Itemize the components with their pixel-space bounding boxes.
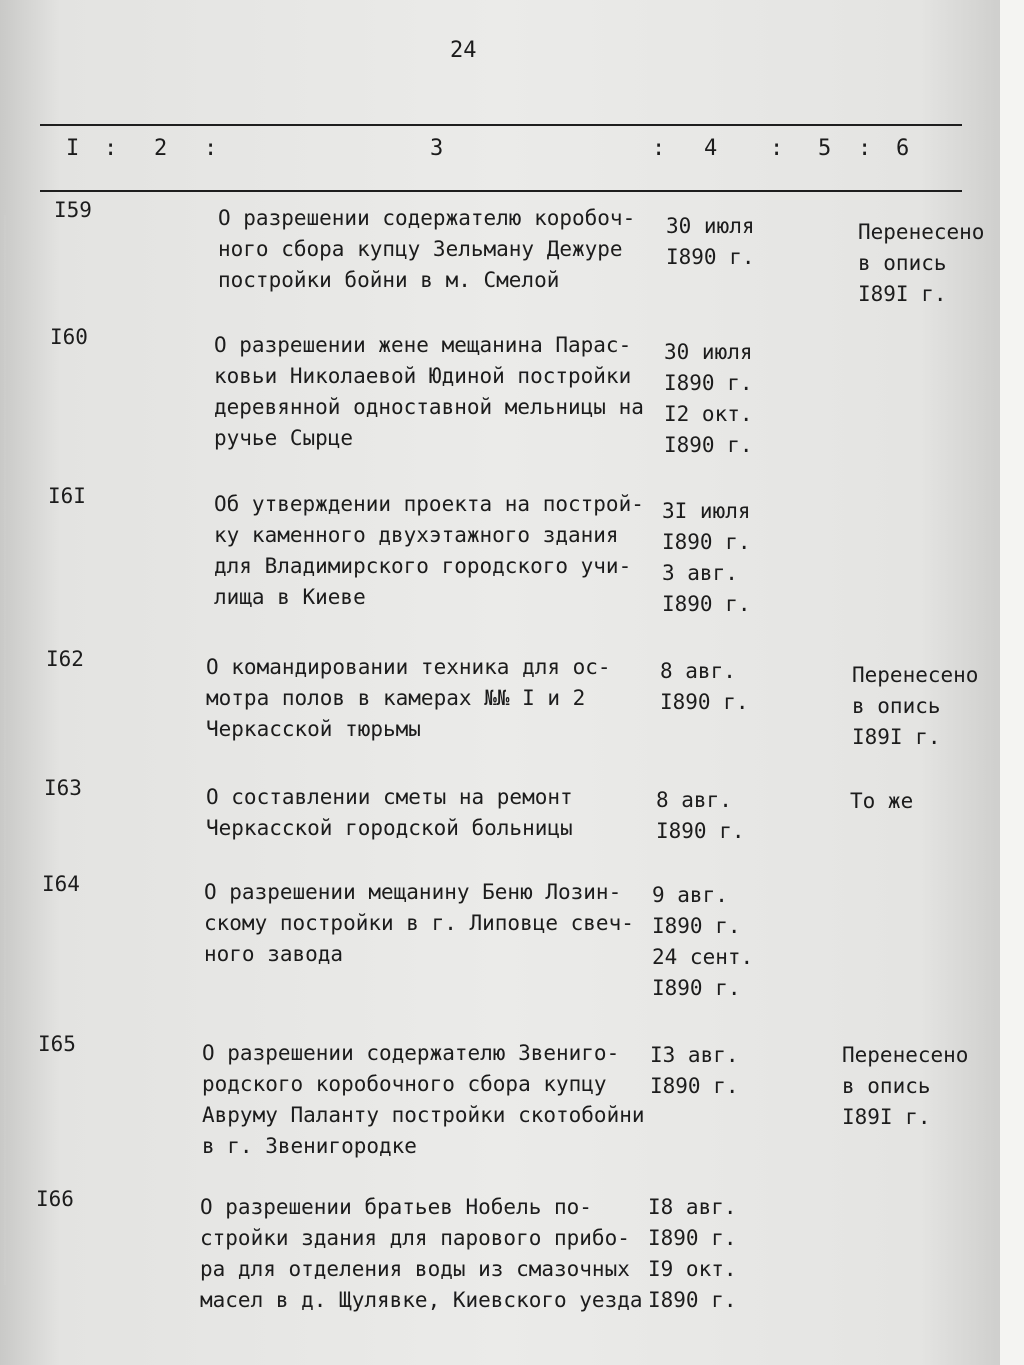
column-header-2: 2 [154, 136, 168, 161]
entry-number: I64 [42, 872, 80, 896]
entry-dates: 8 авг. I890 г. [660, 659, 749, 714]
entry-note: Перенесено в опись I89I г. [842, 1043, 969, 1129]
entry-title: О разрешении жене мещанина Парас- ковьи Николаевой Юдиной постройки деревянной одноставной мельницы на ручье Сырце [214, 333, 644, 450]
column-header-6: 6 [896, 136, 910, 161]
entry-dates: 30 июля I890 г. I2 окт. I890 г. [664, 340, 753, 457]
entry-title: О разрешении содержателю Звениго- родского коробочного сбора купцу Авруму Паланту постройки скотобойни в г. Звенигородке [202, 1041, 645, 1158]
entry-number: I65 [38, 1032, 76, 1056]
column-header-3: 3 [430, 136, 444, 161]
column-separator: : [652, 136, 666, 161]
column-header-1: I [66, 136, 80, 161]
entry-note: Перенесено в опись I89I г. [852, 663, 979, 749]
entry-title: О командировании техника для ос- мотра полов в камерах №№ I и 2 Черкасской тюрьмы [206, 655, 611, 741]
entry-title: О разрешении содержателю коробоч- ного сбора купцу Зельману Дежуре постройки бойни в м. Смелой [218, 206, 636, 292]
entry-dates: 3I июля I890 г. 3 авг. I890 г. [662, 499, 751, 616]
entry-title: Об утверждении проекта на построй- ку каменного двухэтажного здания для Владимирского городского учи- лища в Киеве [214, 492, 644, 609]
column-separator: : [104, 136, 118, 161]
entry-number: I6I [48, 484, 86, 508]
adjacent-page-edge [1000, 0, 1024, 1365]
entry-dates: I3 авг. I890 г. [650, 1043, 739, 1098]
entry-note: То же [850, 789, 914, 813]
entry-number: I63 [44, 776, 82, 800]
entry-dates: I8 авг. I890 г. I9 окт. I890 г. [648, 1195, 737, 1312]
entry-number: I60 [50, 325, 88, 349]
entry-title: О разрешении мещанину Беню Лозин- скому постройки в г. Липовце свеч- ного завода [204, 880, 634, 966]
column-separator: : [770, 136, 784, 161]
entry-title: О составлении сметы на ремонт Черкасской городской больницы [206, 785, 573, 840]
column-header-5: 5 [818, 136, 832, 161]
entry-dates: 8 авг. I890 г. [656, 788, 745, 843]
column-header-4: 4 [704, 136, 718, 161]
page-number: 24 [450, 38, 477, 63]
entry-dates: 9 авг. I890 г. 24 сент. I890 г. [652, 883, 754, 1000]
entry-title: О разрешении братьев Нобель по- стройки здания для парового прибо- ра для отделения воды из смазочных масел в д. Щулявке, Киевского уезда [200, 1195, 643, 1312]
entry-note: Перенесено в опись I89I г. [858, 220, 985, 306]
column-separator: : [858, 136, 872, 161]
bleed-through-margin [4, 215, 26, 1285]
header-rule-bottom [40, 190, 962, 192]
header-rule-top [40, 124, 962, 126]
entry-number: I66 [36, 1187, 74, 1211]
entry-number: I62 [46, 647, 84, 671]
entry-number: I59 [54, 198, 92, 222]
column-separator: : [204, 136, 218, 161]
entry-dates: 30 июля I890 г. [666, 214, 755, 269]
